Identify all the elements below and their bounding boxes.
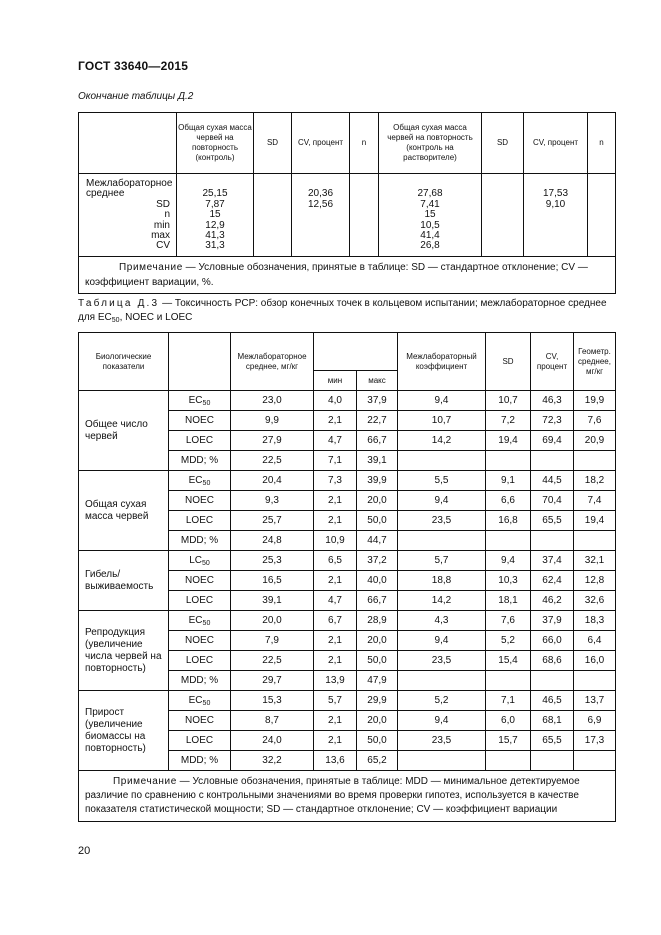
- value-cell-sd: 16,8: [486, 511, 531, 531]
- indicator-cell: [169, 691, 231, 711]
- column-header: CV, процент: [292, 113, 350, 174]
- value-cell-coef: 4,3: [398, 611, 486, 631]
- value-cell-cv: 62,4: [531, 571, 574, 591]
- value-cell-min: 2,1: [314, 731, 357, 751]
- column-header: Биологические показатели: [79, 333, 169, 391]
- value: 12,56: [307, 198, 334, 210]
- value-cell-max: 29,9: [357, 691, 398, 711]
- value-cell-geo: [574, 751, 616, 771]
- value-cell-sd: 9,4: [486, 551, 531, 571]
- indicator-label: MDD; %: [180, 455, 219, 466]
- value-cell-sd: [486, 671, 531, 691]
- table-row: [79, 551, 616, 571]
- value-cell-min: 4,7: [314, 431, 357, 451]
- column-header: SD: [254, 113, 292, 174]
- row-label: CV: [156, 240, 170, 252]
- table-d3-body: [79, 391, 616, 771]
- column-header: n: [588, 113, 616, 174]
- table-d3-title-lead: Таблица Д.3: [78, 298, 160, 309]
- value-cell-min: 6,7: [314, 611, 357, 631]
- column-header: Общая сухая масса червей на повторность (контроль): [177, 113, 254, 174]
- value-cell-sd: 15,7: [486, 731, 531, 751]
- value-cell-min: 2,1: [314, 631, 357, 651]
- indicator-cell: [169, 511, 231, 531]
- value-cell-geo: [574, 451, 616, 471]
- indicator-label: LC: [189, 555, 202, 566]
- value-cell-coef: 23,5: [398, 651, 486, 671]
- value: 15: [424, 209, 436, 221]
- table-d2: [78, 112, 616, 294]
- value: 7,87: [205, 198, 225, 210]
- row-label: min: [153, 219, 170, 231]
- table-row: [79, 391, 616, 411]
- row-label: n: [164, 209, 170, 221]
- value-cell-mean: 20,0: [231, 611, 314, 631]
- value-cell-coef: 5,5: [398, 471, 486, 491]
- indicator-subscript: 50: [202, 560, 210, 567]
- note-lead: Примечание: [119, 262, 183, 273]
- value-cell-min: 7,1: [314, 451, 357, 471]
- row-label: Межлабораторное среднее: [86, 178, 173, 200]
- value-cell-max: 66,7: [357, 591, 398, 611]
- note-lead: Примечание: [113, 776, 177, 787]
- value-cell-cv: 69,4: [531, 431, 574, 451]
- value-cell-sd: 19,4: [486, 431, 531, 451]
- value-cell-coef: 23,5: [398, 511, 486, 531]
- value: 25,15: [202, 188, 228, 200]
- value-cell-cv: 65,5: [531, 511, 574, 531]
- value-cell-min: 2,1: [314, 511, 357, 531]
- indicator-cell: [169, 431, 231, 451]
- value-cell-sd: 9,1: [486, 471, 531, 491]
- value-cell-min: 10,9: [314, 531, 357, 551]
- value-cell-sd: 7,1: [486, 691, 531, 711]
- value: 27,68: [417, 188, 443, 200]
- indicator-subscript: 50: [202, 480, 211, 487]
- column-header-range: [314, 333, 398, 371]
- value-cell-cv: [531, 671, 574, 691]
- value-cell-cv: [531, 531, 574, 551]
- value-cell-cv: 44,5: [531, 471, 574, 491]
- value-cell-min: 4,0: [314, 391, 357, 411]
- value-cell-coef: 14,2: [398, 591, 486, 611]
- value-cell-mean: 15,3: [231, 691, 314, 711]
- value-cell-max: 28,9: [357, 611, 398, 631]
- row-label: SD: [156, 198, 170, 210]
- table-row: [79, 471, 616, 491]
- column-header: Общая сухая масса червей на повторность (контроль на растворителе): [379, 113, 482, 174]
- value-cell-cv: 46,5: [531, 691, 574, 711]
- value-cell-mean: 25,3: [231, 551, 314, 571]
- value-cell-mean: 8,7: [231, 711, 314, 731]
- empty-cell: [588, 174, 616, 257]
- value-cell-coef: [398, 531, 486, 551]
- value-cell-min: 5,7: [314, 691, 357, 711]
- value-cell-coef: 5,2: [398, 691, 486, 711]
- table-d3-header-row: [79, 333, 616, 371]
- table-row: [79, 611, 616, 631]
- value-cell-max: 50,0: [357, 731, 398, 751]
- indicator-label: EC: [188, 395, 203, 406]
- value-cell-sd: 15,4: [486, 651, 531, 671]
- indicator-cell: [169, 531, 231, 551]
- value-cell-min: 13,6: [314, 751, 357, 771]
- value-cell-cv: 66,0: [531, 631, 574, 651]
- table-d2-data-row: [79, 174, 616, 257]
- indicator-subscript: 50: [202, 700, 211, 707]
- indicator-label: MDD; %: [180, 535, 219, 546]
- value-cell-mean: 16,5: [231, 571, 314, 591]
- value-cell-coef: 23,5: [398, 731, 486, 751]
- value-cell-geo: 32,1: [574, 551, 616, 571]
- value-cell-max: 40,0: [357, 571, 398, 591]
- table-d3-title: [78, 297, 618, 325]
- value-cell-mean: 20,4: [231, 471, 314, 491]
- value-cell-mean: 9,3: [231, 491, 314, 511]
- column-header: CV, процент: [524, 113, 588, 174]
- indicator-cell: [169, 671, 231, 691]
- value-cell-coef: [398, 751, 486, 771]
- value-cell-coef: 9,4: [398, 631, 486, 651]
- indicator-cell: [169, 731, 231, 751]
- indicator-cell: [169, 651, 231, 671]
- value-cell-geo: 6,9: [574, 711, 616, 731]
- indicator-label: NOEC: [185, 415, 214, 426]
- indicator-label: LOEC: [185, 735, 214, 746]
- column-header: Геометр. среднее, мг/кг: [574, 333, 616, 391]
- table-row: [79, 691, 616, 711]
- table-d3-note-row: [79, 771, 616, 822]
- value-cell-max: 37,2: [357, 551, 398, 571]
- value-cell-coef: [398, 451, 486, 471]
- table-d2-corner: [79, 113, 177, 174]
- indicator-label: NOEC: [185, 635, 214, 646]
- table-note: [79, 257, 616, 294]
- indicator-cell: [169, 631, 231, 651]
- value: 41,4: [420, 230, 440, 242]
- indicator-cell: [169, 391, 231, 411]
- value-cell-sd: 6,0: [486, 711, 531, 731]
- value-cell-cv: 46,2: [531, 591, 574, 611]
- value-cell-cv: 68,1: [531, 711, 574, 731]
- value-cell-sd: 7,6: [486, 611, 531, 631]
- value-cell-mean: 29,7: [231, 671, 314, 691]
- value-cell-max: 20,0: [357, 491, 398, 511]
- value-cell-mean: 22,5: [231, 451, 314, 471]
- column-header: SD: [482, 113, 524, 174]
- value-cell-max: 66,7: [357, 431, 398, 451]
- indicator-label: EC: [188, 475, 203, 486]
- value: 12,9: [205, 219, 225, 231]
- value-cell-coef: 14,2: [398, 431, 486, 451]
- indicator-cell: [169, 751, 231, 771]
- indicator-cell: [169, 571, 231, 591]
- group-label: Репродукция (увеличение числа червей на повторность): [79, 611, 169, 691]
- indicator-cell: [169, 471, 231, 491]
- value-cell-mean: 24,0: [231, 731, 314, 751]
- value: 9,10: [545, 198, 566, 210]
- value: 31,3: [205, 240, 225, 252]
- value-cell-cv: 72,3: [531, 411, 574, 431]
- control-values-cell: [177, 174, 254, 257]
- value-cell-coef: 18,8: [398, 571, 486, 591]
- value-cell-max: 22,7: [357, 411, 398, 431]
- table-note: [79, 771, 616, 822]
- value-cell-max: 50,0: [357, 511, 398, 531]
- column-header: CV, процент: [531, 333, 574, 391]
- value-cell-coef: 9,4: [398, 391, 486, 411]
- value-cell-max: 44,7: [357, 531, 398, 551]
- value-cell-min: 2,1: [314, 571, 357, 591]
- value-cell-max: 50,0: [357, 651, 398, 671]
- indicator-cell: [169, 711, 231, 731]
- table-d2-note-row: [79, 257, 616, 294]
- table-d3: [78, 332, 616, 822]
- indicator-subscript: 50: [202, 400, 211, 407]
- value-cell-geo: 19,4: [574, 511, 616, 531]
- value-cell-coef: 9,4: [398, 491, 486, 511]
- indicator-cell: [169, 551, 231, 571]
- value-cell-geo: 19,9: [574, 391, 616, 411]
- control-cv-cell: [292, 174, 350, 257]
- value-cell-cv: 70,4: [531, 491, 574, 511]
- value-cell-sd: 18,1: [486, 591, 531, 611]
- document-code: ГОСТ 33640—2015: [78, 59, 189, 73]
- value-cell-geo: 18,2: [574, 471, 616, 491]
- value-cell-max: 20,0: [357, 631, 398, 651]
- value-cell-min: 4,7: [314, 591, 357, 611]
- value-cell-geo: 7,6: [574, 411, 616, 431]
- row-label: max: [151, 230, 170, 242]
- indicator-label: NOEC: [185, 715, 214, 726]
- indicator-label: MDD; %: [180, 755, 219, 766]
- value-cell-sd: 10,3: [486, 571, 531, 591]
- value: 10,5: [420, 219, 440, 231]
- solvent-cv-cell: [524, 174, 588, 257]
- table-d3-title-tail: , NOEC и LOEC: [119, 312, 193, 323]
- page-number: 20: [78, 845, 91, 857]
- column-header: Межлабораторный коэффициент: [398, 333, 486, 391]
- value-cell-cv: 46,3: [531, 391, 574, 411]
- value-cell-geo: 12,8: [574, 571, 616, 591]
- value-cell-max: 39,9: [357, 471, 398, 491]
- value-cell-min: 6,5: [314, 551, 357, 571]
- value-cell-geo: 32,6: [574, 591, 616, 611]
- note-text: — Условные обозначения, принятые в таблице: SD — стандартное отклонение; CV — коэффициент вариации, %.: [85, 262, 588, 288]
- indicator-label: LOEC: [185, 515, 214, 526]
- value-cell-mean: 32,2: [231, 751, 314, 771]
- value-cell-cv: 37,9: [531, 611, 574, 631]
- value-cell-sd: 10,7: [486, 391, 531, 411]
- value-cell-mean: 22,5: [231, 651, 314, 671]
- indicator-label: NOEC: [185, 495, 214, 506]
- value-cell-mean: 27,9: [231, 431, 314, 451]
- indicator-label: MDD; %: [180, 675, 219, 686]
- indicator-label: LOEC: [185, 655, 214, 666]
- column-header: мин: [314, 371, 357, 391]
- value-cell-geo: 7,4: [574, 491, 616, 511]
- value-cell-mean: 7,9: [231, 631, 314, 651]
- value: 7,41: [420, 198, 440, 210]
- indicator-cell: [169, 411, 231, 431]
- value-cell-geo: [574, 531, 616, 551]
- value-cell-max: 65,2: [357, 751, 398, 771]
- value-cell-coef: 10,7: [398, 411, 486, 431]
- value: 17,53: [542, 188, 569, 200]
- value-cell-geo: 17,3: [574, 731, 616, 751]
- indicator-cell: [169, 591, 231, 611]
- value-cell-sd: 7,2: [486, 411, 531, 431]
- value-cell-cv: 68,6: [531, 651, 574, 671]
- value-cell-coef: 9,4: [398, 711, 486, 731]
- empty-cell: [254, 174, 292, 257]
- table-d3-title-sub: 50: [111, 317, 120, 324]
- value-cell-mean: 9,9: [231, 411, 314, 431]
- value-cell-min: 2,1: [314, 711, 357, 731]
- value: 15: [209, 209, 221, 221]
- value-cell-coef: 5,7: [398, 551, 486, 571]
- value-cell-geo: 20,9: [574, 431, 616, 451]
- indicator-cell: [169, 491, 231, 511]
- column-header: SD: [486, 333, 531, 391]
- value-cell-sd: 6,6: [486, 491, 531, 511]
- solvent-values-cell: [379, 174, 482, 257]
- value-cell-geo: [574, 671, 616, 691]
- value-cell-mean: 25,7: [231, 511, 314, 531]
- value-cell-sd: [486, 751, 531, 771]
- column-header: n: [350, 113, 379, 174]
- value-cell-max: 20,0: [357, 711, 398, 731]
- table-continuation-caption: Окончание таблицы Д.2: [78, 91, 194, 102]
- empty-cell: [350, 174, 379, 257]
- value: 26,8: [420, 240, 440, 252]
- column-header-blank: [169, 333, 231, 391]
- value-cell-sd: 5,2: [486, 631, 531, 651]
- value-cell-geo: 13,7: [574, 691, 616, 711]
- value-cell-mean: 24,8: [231, 531, 314, 551]
- indicator-subscript: 50: [202, 620, 211, 627]
- group-label: Прирост (увеличение биомассы на повторность): [79, 691, 169, 771]
- value-cell-mean: 39,1: [231, 591, 314, 611]
- indicator-label: NOEC: [185, 575, 214, 586]
- group-label: Общее число червей: [79, 391, 169, 471]
- value-cell-cv: [531, 451, 574, 471]
- value-cell-sd: [486, 531, 531, 551]
- table-d2-header-row: [79, 113, 616, 174]
- value-cell-mean: 23,0: [231, 391, 314, 411]
- value-cell-coef: [398, 671, 486, 691]
- value-cell-min: 2,1: [314, 411, 357, 431]
- group-label: Гибель/ выживаемость: [79, 551, 169, 611]
- value-cell-max: 47,9: [357, 671, 398, 691]
- value: 20,36: [307, 188, 334, 200]
- indicator-label: EC: [188, 615, 203, 626]
- value-cell-cv: 65,5: [531, 731, 574, 751]
- value-cell-geo: 16,0: [574, 651, 616, 671]
- value-cell-max: 39,1: [357, 451, 398, 471]
- indicator-cell: [169, 611, 231, 631]
- indicator-label: EC: [188, 695, 203, 706]
- indicator-label: LOEC: [185, 435, 214, 446]
- note-text: — Условные обозначения, принятые в таблице: MDD — минимальное детектируемое различие по сравнению с контрольными значениями во время проверки гипотез, используется в качестве показателя статистической мощности; SD — стандартное отклонение; CV — коэффициент вариации: [85, 776, 580, 815]
- column-header: макс: [357, 371, 398, 391]
- group-label: Общая сухая масса червей: [79, 471, 169, 551]
- table-d3-title-text: — Токсичность PCP: обзор конечных точек в кольцевом испытании; межлабораторное среднее для EC: [78, 298, 607, 323]
- value-cell-cv: [531, 751, 574, 771]
- value-cell-sd: [486, 451, 531, 471]
- value-cell-cv: 37,4: [531, 551, 574, 571]
- value: 41,3: [205, 230, 225, 242]
- row-labels-cell: [79, 174, 177, 257]
- indicator-cell: [169, 451, 231, 471]
- value-cell-min: 13,9: [314, 671, 357, 691]
- value-cell-min: 2,1: [314, 491, 357, 511]
- value-cell-geo: 18,3: [574, 611, 616, 631]
- value-cell-max: 37,9: [357, 391, 398, 411]
- empty-cell: [482, 174, 524, 257]
- column-header: Межлабораторное среднее, мг/кг: [231, 333, 314, 391]
- value-cell-geo: 6,4: [574, 631, 616, 651]
- value-cell-min: 2,1: [314, 651, 357, 671]
- indicator-label: LOEC: [185, 595, 214, 606]
- value-cell-min: 7,3: [314, 471, 357, 491]
